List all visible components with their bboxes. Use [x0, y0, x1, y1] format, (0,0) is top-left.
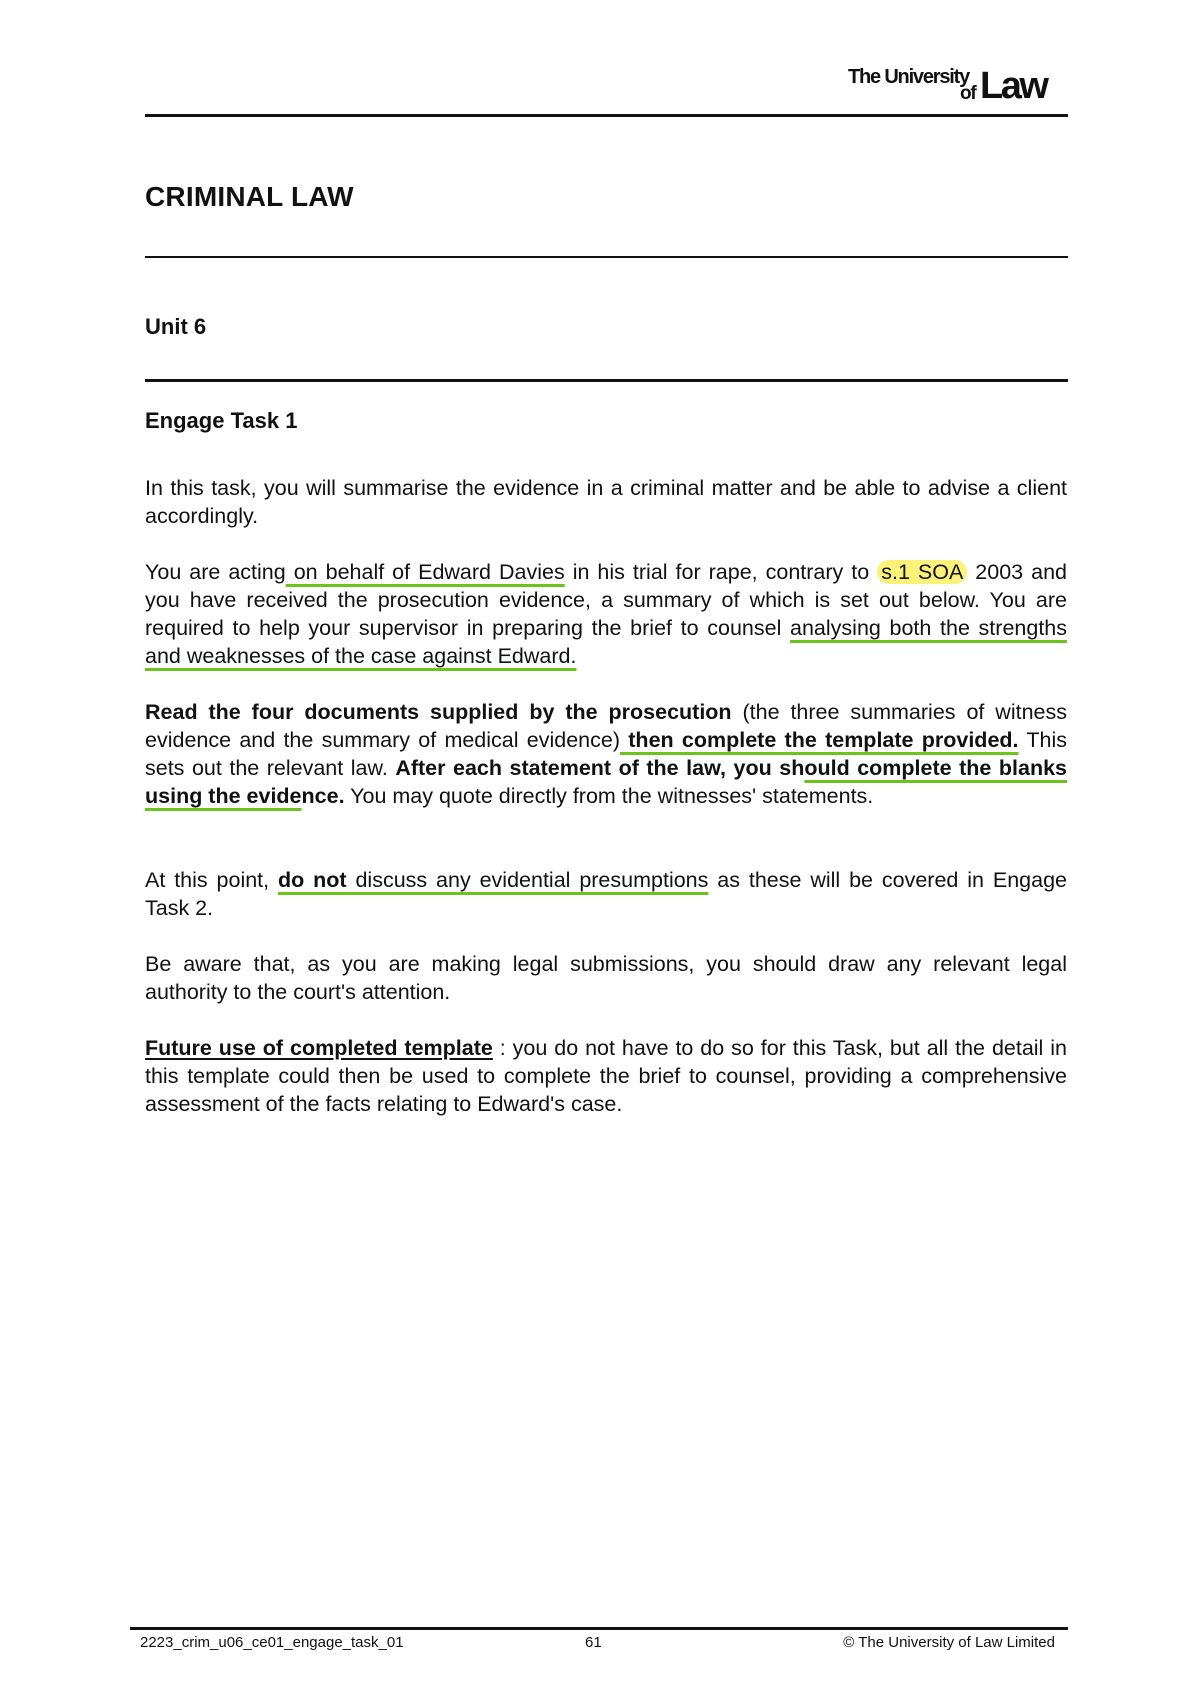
- document-title: CRIMINAL LAW: [145, 181, 354, 212]
- text-run: as these will be covered in Engage Task 2.: [145, 868, 1067, 920]
- presumptions-paragraph: [145, 866, 1067, 922]
- future-use-heading: Future use of completed template: [145, 1036, 493, 1060]
- text-run: At this point,: [145, 868, 279, 892]
- header-rule: [145, 114, 1068, 117]
- authority-paragraph: Be aware that, as you are making legal submissions, you should draw any relevant legal authority to the court's attention.: [145, 952, 1067, 1004]
- green-underline-presumptions: discuss any evidential presumptions: [346, 868, 709, 892]
- university-of-law-logo: [848, 66, 1058, 106]
- bold-run: Read the four documents supplied by the prosecution: [145, 700, 732, 724]
- green-underline-do-not: do not: [278, 868, 347, 892]
- green-underline-template: then complete the template provided.: [620, 728, 1019, 752]
- future-use-paragraph: [145, 1034, 1067, 1118]
- intro-paragraph: In this task, you will summarise the evidence in a criminal matter and be able to advise a client accordingly.: [145, 476, 1067, 528]
- unit-rule: [145, 379, 1068, 382]
- logo-line-3: Law: [980, 65, 1047, 107]
- text-run: : you do not have to do so for this Task, but all the detail in this template could then be used to complete the brief to counsel, providing a comprehensive assessment of the facts relating to Edward's case.: [145, 1036, 1067, 1116]
- text-run: This sets out the relevant law.: [145, 728, 1068, 780]
- bold-run: nce.: [301, 784, 345, 808]
- green-underline-client: on behalf of Edward Davies: [285, 560, 565, 584]
- unit-heading: Unit 6: [145, 314, 207, 339]
- text-run: You may quote directly from the witnesses' statements.: [344, 784, 874, 808]
- footer-rule: [130, 1627, 1068, 1630]
- text-run: (the three summaries of witness evidence and the summary of medical evidence): [145, 700, 1067, 752]
- instructions-paragraph: [145, 698, 1067, 810]
- footer-page-number: 61: [585, 1634, 602, 1651]
- task-heading: Engage Task 1: [145, 408, 298, 433]
- text-run: You are acting: [145, 560, 286, 584]
- brief-paragraph: [145, 558, 1067, 670]
- text-run: 2003 and you have received the prosecution evidence, a summary of which is set out below. You are required to help your supervisor in preparing the brief to counsel: [145, 560, 1067, 640]
- green-underline-blanks: ould complete the blanks using the evide: [145, 756, 1067, 808]
- logo-line-2: of: [960, 83, 976, 104]
- bold-run: After each statement of the law, you sh: [395, 756, 805, 780]
- title-rule: [145, 256, 1068, 258]
- yellow-highlight-statute: s.1 SOA: [877, 560, 967, 584]
- footer-copyright: © The University of Law Limited: [843, 1634, 1055, 1651]
- logo-line-1: The University: [848, 66, 970, 88]
- footer-document-code: 2223_crim_u06_ce01_engage_task_01: [140, 1634, 404, 1651]
- text-run: in his trial for rape, contrary to: [564, 560, 878, 584]
- green-underline-analysis: analysing both the strengths and weaknesses of the case against Edward.: [145, 616, 1067, 668]
